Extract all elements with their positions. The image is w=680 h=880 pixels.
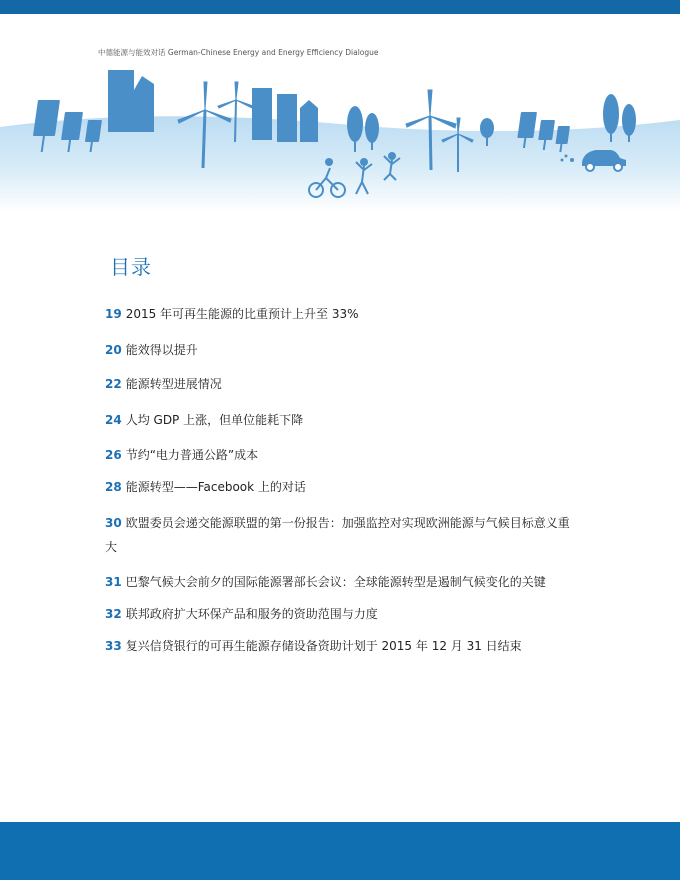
toc-page-number: 28 <box>105 480 122 494</box>
toc-item[interactable] <box>105 372 575 396</box>
toc-page-number: 31 <box>105 575 122 589</box>
buildings-left <box>108 70 154 132</box>
toc-item-title: 节约“电力普通公路”成本 <box>125 448 259 462</box>
toc-item-title: 能效得以提升 <box>125 343 198 357</box>
toc-item[interactable] <box>105 511 575 559</box>
toc-item[interactable] <box>105 634 575 658</box>
toc-page-number: 20 <box>105 343 122 357</box>
toc-item-title: 2015 年可再生能源的比重预计上升至 33% <box>125 307 359 321</box>
toc-item-title: 能源转型进展情况 <box>125 377 222 391</box>
toc-item-title: 复兴信贷银行的可再生能源存储设备资助计划于 2015 年 12 月 31 日结束 <box>125 639 522 653</box>
top-color-bar <box>0 0 680 14</box>
toc-page-number: 19 <box>105 307 122 321</box>
energy-landscape-illustration <box>0 62 680 212</box>
toc-item[interactable] <box>105 602 575 626</box>
toc-item[interactable] <box>105 408 575 432</box>
toc-item-title: 巴黎气候大会前夕的国际能源署部长会议：全球能源转型是遏制气候变化的关键 <box>125 575 546 589</box>
toc-item[interactable] <box>105 570 575 594</box>
toc-page-number: 33 <box>105 639 122 653</box>
toc-item-title: 能源转型——Facebook 上的对话 <box>125 480 306 494</box>
toc-item[interactable] <box>105 302 575 326</box>
toc-page-number: 22 <box>105 377 122 391</box>
header-title: 中德能源与能效对话 German-Chinese Energy and Energy Efficiency Dialogue <box>98 48 379 57</box>
toc-item[interactable] <box>105 338 575 362</box>
toc-item-title: 欧盟委员会递交能源联盟的第一份报告：加强监控对实现欧洲能源与气候目标意义重大 <box>105 516 570 554</box>
toc-page-number: 30 <box>105 516 122 530</box>
toc-page-number: 32 <box>105 607 122 621</box>
toc-page-number: 24 <box>105 413 122 427</box>
toc-page-number: 26 <box>105 448 122 462</box>
toc-item[interactable] <box>105 475 575 499</box>
toc-item-title: 联邦政府扩大环保产品和服务的资助范围与力度 <box>125 607 378 621</box>
toc-heading: 目录 <box>110 255 152 279</box>
bottom-color-bar <box>0 822 680 880</box>
toc-item-title: 人均 GDP 上涨，但单位能耗下降 <box>125 413 304 427</box>
buildings-center <box>252 88 318 142</box>
toc-item[interactable] <box>105 443 575 467</box>
